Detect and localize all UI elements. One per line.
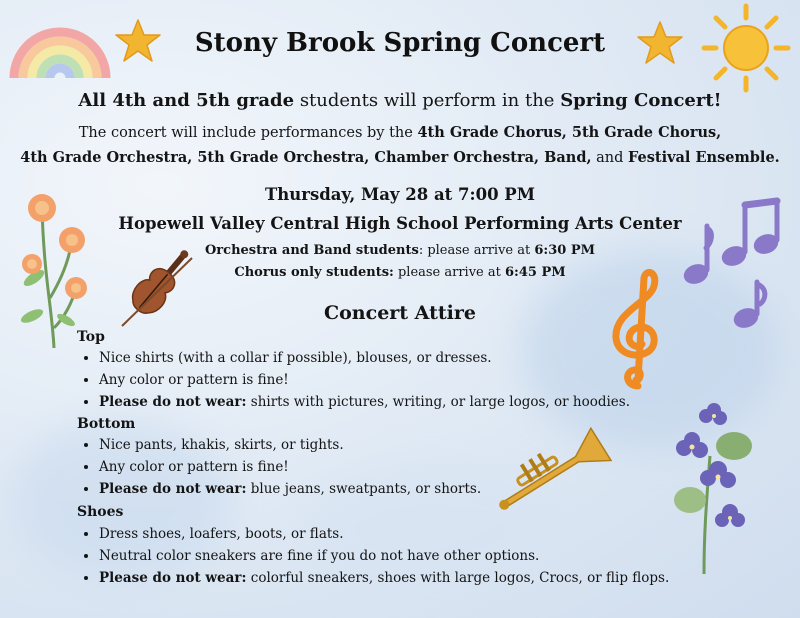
section-heading-bottom: Bottom <box>77 416 136 432</box>
text: and <box>591 150 628 166</box>
section-heading-shoes: Shoes <box>77 504 124 520</box>
list-item <box>99 567 669 589</box>
text: blue jeans, sweatpants, or shorts. <box>246 481 482 497</box>
list-item <box>99 523 669 545</box>
bold-text: Chorus only students: <box>234 265 394 280</box>
bold-text: Please do not wear: <box>99 570 247 586</box>
violet-flowers-illustration <box>664 396 760 576</box>
text: Nice shirts (with a collar if possible), blouses, or dresses. <box>99 350 492 366</box>
arrival-chorus <box>0 265 800 280</box>
bold-text: 6:45 PM <box>505 265 566 280</box>
list-item <box>99 478 481 500</box>
text: The concert will include performances by the <box>78 125 418 141</box>
list-item <box>99 347 630 369</box>
text: Dress shoes, loafers, boots, or flats. <box>99 526 344 542</box>
bold-text: Spring Concert! <box>560 90 722 111</box>
text: please arrive at <box>393 265 505 280</box>
bold-text: Orchestra and Band students <box>204 243 419 258</box>
section-heading-top: Top <box>77 329 105 345</box>
list-item <box>99 369 630 391</box>
intro-line-2 <box>0 124 800 141</box>
arrival-orchestra-band <box>0 243 800 258</box>
attire-heading: Concert Attire <box>324 302 476 324</box>
intro-line-3 <box>0 149 800 166</box>
list-bottom <box>77 434 481 500</box>
text: : please arrive at <box>418 243 535 258</box>
bold-text: All 4th and 5th grade <box>78 90 295 111</box>
bold-text: Please do not wear: <box>99 481 247 497</box>
list-top <box>77 347 630 413</box>
text: Nice pants, khakis, skirts, or tights. <box>99 437 344 453</box>
intro-line-1 <box>0 90 800 111</box>
text: Neutral color sneakers are fine if you do not have other options. <box>99 548 540 564</box>
text: students will perform in the <box>294 90 561 111</box>
list-item <box>99 545 669 567</box>
list-shoes <box>77 523 669 589</box>
text: colorful sneakers, shoes with large logos, Crocs, or flip flops. <box>246 570 670 586</box>
text: shirts with pictures, writing, or large logos, or hoodies. <box>246 394 630 410</box>
bold-text: Please do not wear: <box>99 394 247 410</box>
list-item <box>99 434 481 456</box>
list-item <box>99 456 481 478</box>
bold-text: 4th Grade Orchestra, 5th Grade Orchestra, Chamber Orchestra, Band, <box>20 149 592 166</box>
bold-text: 4th Grade Chorus, 5th Grade Chorus, <box>417 124 722 141</box>
trumpet-icon <box>488 418 628 522</box>
page-title: Stony Brook Spring Concert <box>194 28 606 58</box>
event-date: Thursday, May 28 at 7:00 PM <box>265 185 535 204</box>
bold-text: Festival Ensemble. <box>628 149 780 166</box>
text: Any color or pattern is fine! <box>99 372 289 388</box>
bold-text: 6:30 PM <box>534 243 595 258</box>
list-item <box>99 391 630 413</box>
text: Any color or pattern is fine! <box>99 459 289 475</box>
event-venue: Hopewell Valley Central High School Performing Arts Center <box>118 214 682 233</box>
